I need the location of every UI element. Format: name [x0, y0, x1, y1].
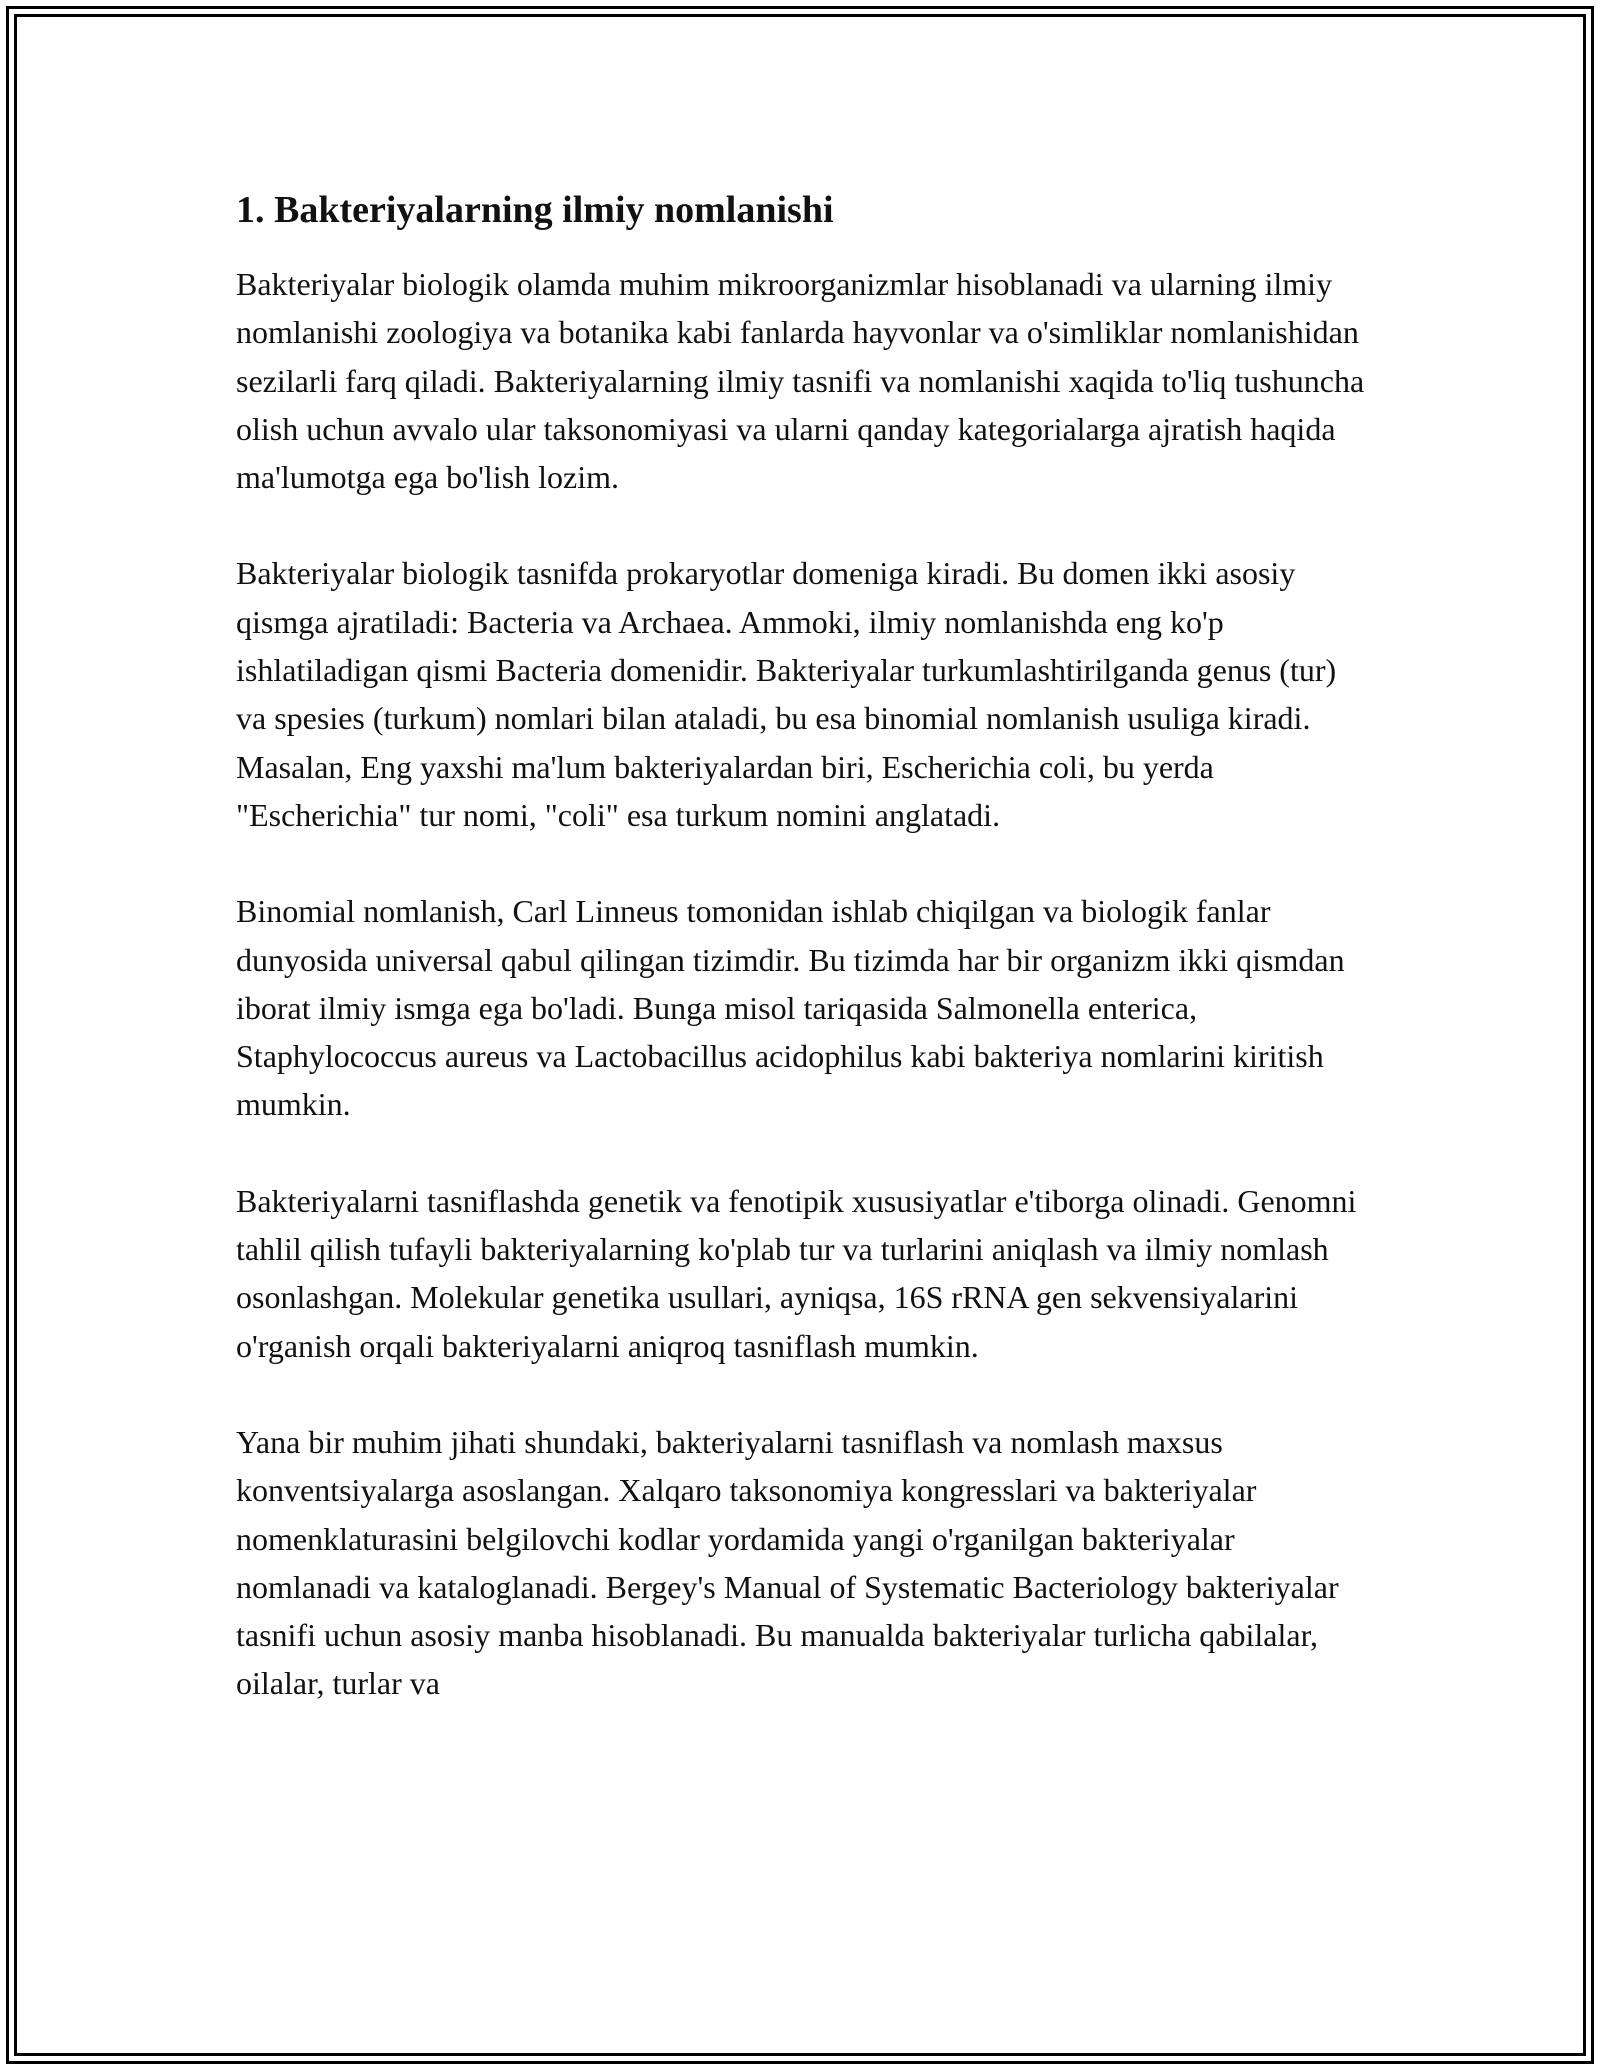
- paragraph-1: Bakteriyalar biologik olamda muhim mikroorganizmlar hisoblanadi va ularning ilmiy nomlanishi zoologiya va botanika kabi fanlarda hayvonlar va o'simliklar nomlanishidan sezilarli farq qiladi. Bakteriyalarning ilmiy tasnifi va nomlanishi xaqida to'liq tushuncha olish uchun avvalo ular taksonomiyasi va ularni qanday kategorialarga ajratish haqida ma'lumotga ega bo'lish lozim.: [236, 266, 1365, 496]
- paragraph-4: Bakteriyalarni tasniflashda genetik va fenotipik xususiyatlar e'tiborga olinadi. Genomni tahlil qilish tufayli bakteriyalarning ko'plab tur va turlarini aniqlash va ilmiy nomlash osonlashgan. Molekular genetika usullari, ayniqsa, 16S rRNA gen sekvensiyalarini o'rganish orqali bakteriyalarni aniqroq tasniflash mumkin.: [236, 1182, 1357, 1364]
- paragraph-2: Bakteriyalar biologik tasnifda prokaryotlar domeniga kiradi. Bu domen ikki asosiy qismga ajratiladi: Bacteria va Archaea. Ammoki, ilmiy nomlanishda eng ko'p ishlatiladigan qismi Bacteria domenidir. Bakteriyalar turkumlashtirilganda genus (tur) va spesies (turkum) nomlari bilan ataladi, bu esa binomial nomlanish usuliga kiradi. Masalan, Eng yaxshi ma'lum bakteriyalardan biri, Escherichia coli, bu yerda "Escherichia" tur nomi, "coli" esa turkum nomini anglatadi.: [236, 555, 1337, 833]
- document-body: [236, 186, 1366, 1756]
- section-title: 1. Bakteriyalarning ilmiy nomlanishi: [236, 189, 834, 231]
- paragraph-3: Binomial nomlanish, Carl Linneus tomonidan ishlab chiqilgan va biologik fanlar dunyosida universal qabul qilingan tizimdir. Bu tizimda har bir organizm ikki qismdan iborat ilmiy ismga ega bo'ladi. Bunga misol tariqasida Salmonella enterica, Staphylococcus aureus va Lactobacillus acidophilus kabi bakteriya nomlarini kiritish mumkin.: [236, 893, 1345, 1123]
- paragraph-5: Yana bir muhim jihati shundaki, bakteriyalarni tasniflash va nomlash maxsus konventsiyalarga asoslangan. Xalqaro taksonomiya kongresslari va bakteriyalar nomenklaturasini belgilovchi kodlar yordamida yangi o'rganilgan bakteriyalar nomlanadi va kataloglanadi. Bergey's Manual of Systematic Bacteriology bakteriyalar tasnifi uchun asosiy manba hisoblanadi. Bu manualda bakteriyalar turlicha qabilalar, oilalar, turlar va: [236, 1423, 1339, 1702]
